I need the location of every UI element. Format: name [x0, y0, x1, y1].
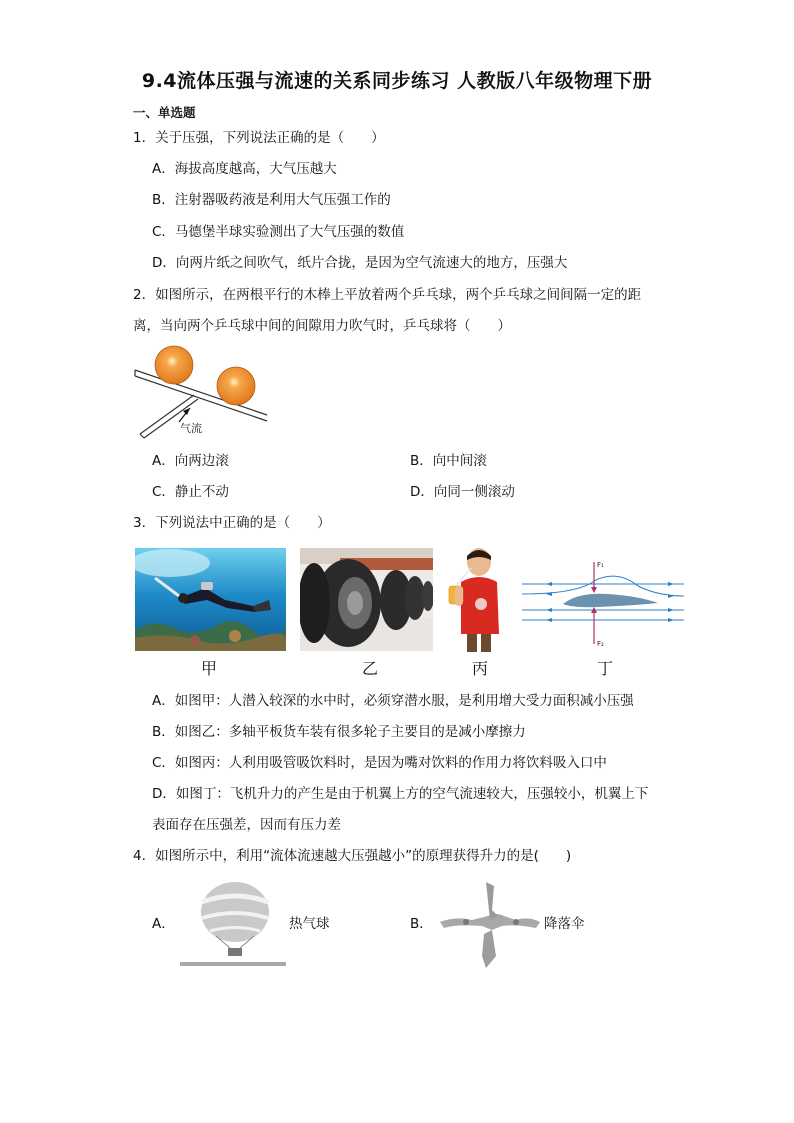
page-title: 9.4流体压强与流速的关系同步练习 人教版八年级物理下册: [141, 70, 653, 92]
airfoil-diagram: [518, 556, 688, 652]
truck-wheels-photo: [300, 548, 433, 651]
q3-option-d-line2: 表面存在压强差，因而有压力差: [152, 817, 341, 833]
question-1-stem: 1．关于压强，下列说法正确的是（ ）: [133, 130, 385, 146]
caption-yi: 乙: [362, 659, 379, 678]
q1-option-a: A．海拔高度越高，大气压越大: [152, 161, 337, 177]
q1-option-b: B．注射器吸药液是利用大气压强工作的: [152, 192, 391, 208]
parachute-image: [436, 876, 542, 972]
ping-pong-ball: [155, 346, 193, 384]
airflow-label: 气流: [180, 422, 202, 435]
q3-option-c: C．如图丙：人利用吸管吸饮料时，是因为嘴对饮料的作用力将饮料吸入口中: [152, 755, 607, 771]
q2-option-c: C．静止不动: [152, 484, 229, 500]
q2-option-d: D．向同一侧滚动: [410, 484, 515, 500]
boy-drinking-photo: [443, 546, 503, 652]
q3-option-b: B．如图乙：多轴平板货车装有很多轮子主要目的是减小摩擦力: [152, 724, 526, 740]
caption-ding: 丁: [597, 659, 614, 678]
f1-label: F₁: [597, 561, 604, 569]
question-2-stem-line1: 2．如图所示，在两根平行的木棒上平放着两个乒乓球，两个乒乓球之间间隔一定的距: [133, 287, 642, 303]
q4-option-b-prefix: B．: [410, 916, 433, 932]
question-2-stem-line2: 离，当向两个乒乓球中间的间隙用力吹气时，乒乓球将（ ）: [133, 318, 511, 334]
question-4-stem: 4．如图所示中，利用“流体流速越大压强越小”的原理获得升力的是( ): [133, 848, 572, 864]
q4-option-b-label: 降落伞: [544, 916, 585, 932]
q1-option-c: C．马德堡半球实验测出了大气压强的数值: [152, 224, 405, 240]
diver-photo: [135, 548, 286, 651]
q4-option-a-prefix: A．: [152, 916, 175, 932]
ping-pong-balls-figure: [132, 340, 272, 440]
f2-label: F₂: [597, 640, 604, 648]
q3-option-d-line1: D．如图丁：飞机升力的产生是由于机翼上方的空气流速较大，压强较小，机翼上下: [152, 786, 649, 802]
q2-option-a: A．向两边滚: [152, 453, 229, 469]
ping-pong-ball: [217, 367, 255, 405]
section-heading: 一、单选题: [133, 105, 196, 120]
hot-air-balloon-image: [180, 876, 286, 972]
q3-option-a: A．如图甲：人潜入较深的水中时，必须穿潜水服，是利用增大受力面积减小压强: [152, 693, 634, 709]
q1-option-d: D．向两片纸之间吹气，纸片合拢，是因为空气流速大的地方，压强大: [152, 255, 568, 271]
wing-shape: [563, 594, 658, 607]
question-3-stem: 3．下列说法中正确的是（ ）: [133, 515, 331, 531]
q2-option-b: B．向中间滚: [410, 453, 487, 469]
caption-jia: 甲: [201, 659, 218, 678]
caption-bing: 丙: [472, 659, 489, 678]
q4-option-a-label: 热气球: [289, 916, 330, 932]
